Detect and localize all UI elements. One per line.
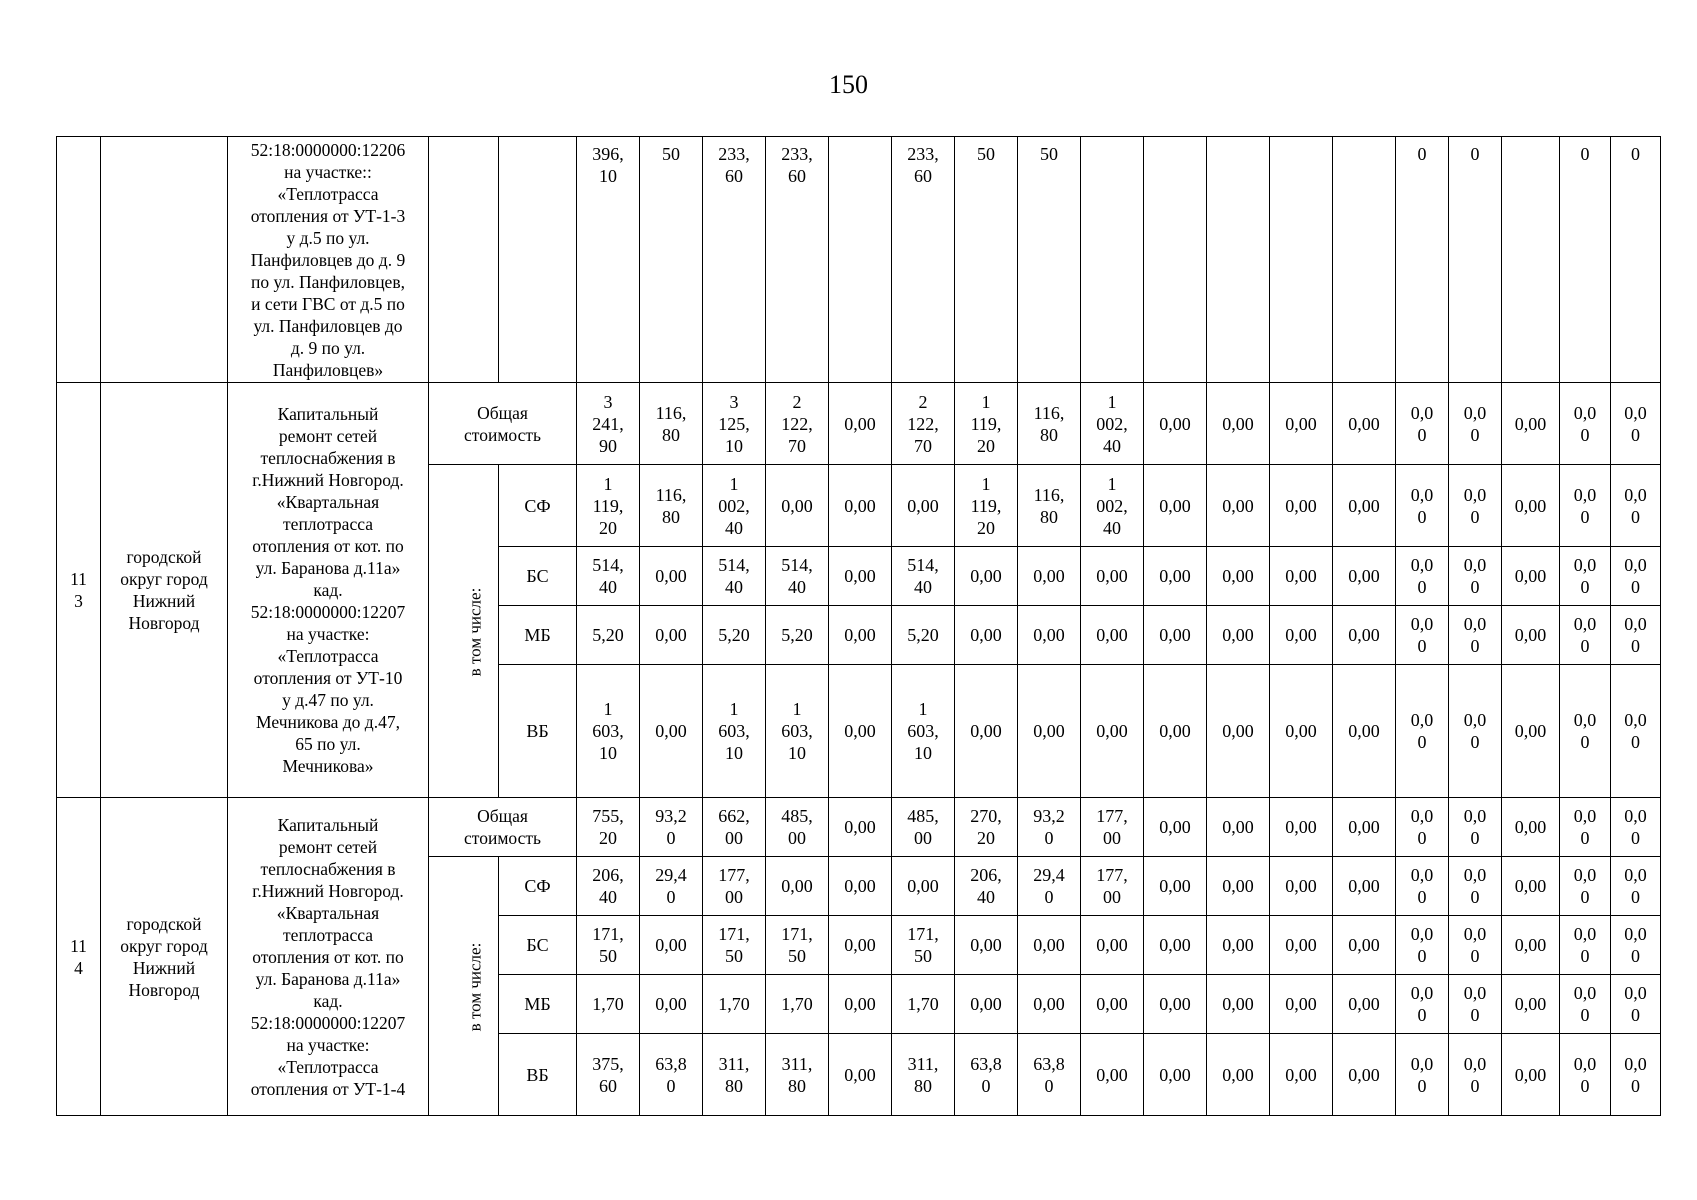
value-cell: 0,00: [640, 547, 703, 606]
value-cell: 0,00: [1207, 798, 1270, 857]
value-cell: 171, 50: [703, 916, 766, 975]
value-cell: 0,00: [640, 916, 703, 975]
value-cell: 311, 80: [766, 1034, 829, 1116]
value-cell: 0,00: [1018, 975, 1081, 1034]
value-cell: 0,00: [1018, 916, 1081, 975]
value-cell: [1144, 137, 1207, 383]
value-cell: 5,20: [577, 606, 640, 665]
value-cell: 116, 80: [1018, 383, 1081, 465]
value-cell: 177, 00: [703, 857, 766, 916]
funding-source-label: СФ: [499, 465, 577, 547]
value-cell: 662, 00: [703, 798, 766, 857]
total-cost-label: Общая стоимость: [429, 798, 577, 857]
value-cell: 0,00: [1270, 606, 1333, 665]
value-cell: 0,00: [955, 547, 1018, 606]
value-cell: 0,00: [640, 975, 703, 1034]
value-cell: 0,0 0: [1449, 916, 1502, 975]
budget-table: [56, 136, 1661, 1116]
value-cell: 0,00: [955, 665, 1018, 798]
municipality-cell: городской округ город Нижний Новгород: [101, 383, 228, 798]
value-cell: 206, 40: [955, 857, 1018, 916]
value-cell: 0,00: [1270, 916, 1333, 975]
value-cell: 0,0 0: [1611, 606, 1661, 665]
value-cell: 1 603, 10: [892, 665, 955, 798]
value-cell: 0,00: [829, 606, 892, 665]
value-cell: 0,0 0: [1611, 465, 1661, 547]
value-cell: 0,00: [1207, 383, 1270, 465]
value-cell: 0,00: [1502, 606, 1560, 665]
value-cell: 0,00: [1144, 547, 1207, 606]
row-number-cell: 11 3: [57, 383, 101, 798]
value-cell: 93,2 0: [1018, 798, 1081, 857]
value-cell: 0,00: [1144, 798, 1207, 857]
value-cell: 233, 60: [766, 137, 829, 383]
value-cell: 0,0 0: [1396, 665, 1449, 798]
value-cell: 0,0 0: [1396, 798, 1449, 857]
value-cell: 2 122, 70: [766, 383, 829, 465]
value-cell: 0,00: [829, 916, 892, 975]
value-cell: 0,00: [1333, 383, 1396, 465]
value-cell: 0,0 0: [1449, 465, 1502, 547]
value-cell: [1502, 137, 1560, 383]
value-cell: 0,00: [1081, 916, 1144, 975]
value-cell: 0,00: [1502, 547, 1560, 606]
value-cell: 0,00: [766, 465, 829, 547]
value-cell: 3 125, 10: [703, 383, 766, 465]
value-cell: 0,0 0: [1560, 798, 1611, 857]
value-cell: 206, 40: [577, 857, 640, 916]
funding-source-label: МБ: [499, 606, 577, 665]
value-cell: 485, 00: [766, 798, 829, 857]
value-cell: 63,8 0: [640, 1034, 703, 1116]
value-cell: 0,00: [1333, 916, 1396, 975]
value-cell: 0,00: [1333, 1034, 1396, 1116]
value-cell: 0,0 0: [1611, 798, 1661, 857]
value-cell: 311, 80: [892, 1034, 955, 1116]
value-cell: 1,70: [892, 975, 955, 1034]
value-cell: 0,00: [1207, 606, 1270, 665]
value-cell: 0,00: [1270, 975, 1333, 1034]
value-cell: 171, 50: [577, 916, 640, 975]
value-cell: 0,0 0: [1449, 665, 1502, 798]
value-cell: 0,0 0: [1396, 857, 1449, 916]
value-cell: 171, 50: [766, 916, 829, 975]
table-row: [57, 137, 1661, 383]
value-cell: 29,4 0: [1018, 857, 1081, 916]
value-cell: 0,0 0: [1560, 1034, 1611, 1116]
value-cell: 1,70: [577, 975, 640, 1034]
value-cell: 0,0 0: [1560, 665, 1611, 798]
value-cell: 63,8 0: [1018, 1034, 1081, 1116]
value-cell: 0,0 0: [1396, 606, 1449, 665]
value-cell: 0,00: [1144, 916, 1207, 975]
value-cell: [1270, 137, 1333, 383]
value-cell: 93,2 0: [640, 798, 703, 857]
value-cell: 0,0 0: [1396, 975, 1449, 1034]
value-cell: [829, 137, 892, 383]
value-cell: 0,00: [829, 857, 892, 916]
value-cell: 1 002, 40: [703, 465, 766, 547]
value-cell: 1 002, 40: [1081, 465, 1144, 547]
value-cell: 0,00: [1144, 606, 1207, 665]
value-cell: 0,00: [640, 665, 703, 798]
value-cell: 0,00: [892, 465, 955, 547]
value-cell: 233, 60: [703, 137, 766, 383]
value-cell: 0,0 0: [1449, 975, 1502, 1034]
value-cell: 0,00: [1270, 1034, 1333, 1116]
value-cell: 0,0 0: [1449, 798, 1502, 857]
including-label: в том числе:: [465, 587, 485, 676]
value-cell: 0,00: [1333, 606, 1396, 665]
including-label: в том числе:: [465, 942, 485, 1031]
funding-source-label: ВБ: [499, 1034, 577, 1116]
value-cell: 116, 80: [640, 383, 703, 465]
table-row-total: [57, 798, 1661, 857]
value-cell: 270, 20: [955, 798, 1018, 857]
value-cell: 1 119, 20: [955, 383, 1018, 465]
value-cell: 396, 10: [577, 137, 640, 383]
value-cell: [1333, 137, 1396, 383]
description-cell: 52:18:0000000:12206 на участке:: «Теплотрасса отопления от УТ-1-3 у д.5 по ул. Панфиловцев до д. 9 по ул. Панфиловцев, и сети ГВС от д.5 по ул. Панфиловцев до д. 9 по ул. Панфиловцев»: [228, 137, 429, 383]
value-cell: 0,00: [1270, 465, 1333, 547]
value-cell: 29,4 0: [640, 857, 703, 916]
including-label-cell: [429, 465, 499, 798]
value-cell: 0,00: [1144, 665, 1207, 798]
value-cell: 116, 80: [1018, 465, 1081, 547]
value-cell: 0,00: [1081, 547, 1144, 606]
value-cell: 0,00: [1018, 547, 1081, 606]
value-cell: 0,00: [1144, 1034, 1207, 1116]
value-cell: 0: [1560, 137, 1611, 383]
value-cell: 0,00: [1502, 916, 1560, 975]
value-cell: 0,0 0: [1611, 916, 1661, 975]
value-cell: 0,0 0: [1560, 547, 1611, 606]
value-cell: 5,20: [703, 606, 766, 665]
value-cell: [1207, 137, 1270, 383]
value-cell: 63,8 0: [955, 1034, 1018, 1116]
value-cell: 0,00: [1502, 1034, 1560, 1116]
value-cell: 0,0 0: [1560, 857, 1611, 916]
value-cell: 485, 00: [892, 798, 955, 857]
value-cell: 177, 00: [1081, 857, 1144, 916]
value-cell: 0,0 0: [1396, 1034, 1449, 1116]
municipality-cell: городской округ город Нижний Новгород: [101, 798, 228, 1116]
value-cell: 0,0 0: [1560, 606, 1611, 665]
value-cell: 1,70: [703, 975, 766, 1034]
value-cell: 0,00: [1207, 1034, 1270, 1116]
value-cell: 1 119, 20: [955, 465, 1018, 547]
value-cell: [1081, 137, 1144, 383]
funding-source-label: ВБ: [499, 665, 577, 798]
value-cell: 0,00: [955, 975, 1018, 1034]
value-cell: 514, 40: [766, 547, 829, 606]
value-cell: 0,0 0: [1396, 465, 1449, 547]
value-cell: 0,00: [955, 916, 1018, 975]
funding-source-label: БС: [499, 547, 577, 606]
value-cell: 2 122, 70: [892, 383, 955, 465]
value-cell: 1 603, 10: [703, 665, 766, 798]
value-cell: 0,00: [1270, 383, 1333, 465]
funding-source-label: МБ: [499, 975, 577, 1034]
value-cell: 0,00: [1502, 798, 1560, 857]
value-cell: 0,0 0: [1611, 975, 1661, 1034]
value-cell: 0,00: [1207, 975, 1270, 1034]
value-cell: 0,0 0: [1396, 383, 1449, 465]
value-cell: 0,00: [1144, 857, 1207, 916]
value-cell: 0,00: [1018, 606, 1081, 665]
value-cell: 1 119, 20: [577, 465, 640, 547]
value-cell: 5,20: [892, 606, 955, 665]
page-number: 150: [829, 70, 868, 99]
value-cell: 0,00: [1144, 383, 1207, 465]
value-cell: 50: [640, 137, 703, 383]
value-cell: 514, 40: [892, 547, 955, 606]
row-number-cell: 11 4: [57, 798, 101, 1116]
value-cell: 50: [1018, 137, 1081, 383]
value-cell: 0,00: [1144, 465, 1207, 547]
value-cell: 1 002, 40: [1081, 383, 1144, 465]
value-cell: 0,00: [955, 606, 1018, 665]
row-number-cell: [57, 137, 101, 383]
value-cell: 1 603, 10: [577, 665, 640, 798]
value-cell: 0,0 0: [1560, 465, 1611, 547]
value-cell: 3 241, 90: [577, 383, 640, 465]
value-cell: 0,00: [829, 665, 892, 798]
value-cell: 233, 60: [892, 137, 955, 383]
value-cell: 0,0 0: [1449, 383, 1502, 465]
value-cell: 0,00: [829, 1034, 892, 1116]
value-cell: 0,00: [1207, 857, 1270, 916]
value-cell: 0,00: [1333, 547, 1396, 606]
value-cell: 0,00: [1333, 465, 1396, 547]
value-cell: 0,00: [1502, 665, 1560, 798]
value-cell: 0,00: [1502, 975, 1560, 1034]
value-cell: 0,00: [1333, 975, 1396, 1034]
value-cell: 0,00: [1081, 975, 1144, 1034]
value-cell: 0,00: [829, 975, 892, 1034]
value-cell: 0,00: [1333, 665, 1396, 798]
value-cell: 0,0 0: [1560, 383, 1611, 465]
value-cell: 0,00: [1081, 665, 1144, 798]
value-cell: 0,00: [640, 606, 703, 665]
value-cell: 755, 20: [577, 798, 640, 857]
value-cell: 0,00: [1207, 547, 1270, 606]
funding-source-label: СФ: [499, 857, 577, 916]
value-cell: 0,0 0: [1560, 916, 1611, 975]
value-cell: 311, 80: [703, 1034, 766, 1116]
description-cell: Капитальный ремонт сетей теплоснабжения в г.Нижний Новгород. «Квартальная теплотрасса отопления от кот. по ул. Баранова д.11а» кад. 52:18:0000000:12207 на участке: «Теплотрасса отопления от УТ-1-4: [228, 798, 429, 1116]
value-cell: 0,00: [829, 383, 892, 465]
value-cell: 0,0 0: [1449, 857, 1502, 916]
value-cell: 0,00: [1270, 547, 1333, 606]
value-cell: 0,00: [829, 547, 892, 606]
value-cell: 0,0 0: [1449, 606, 1502, 665]
value-cell: 0,0 0: [1396, 547, 1449, 606]
value-cell: 514, 40: [577, 547, 640, 606]
including-label-cell: [429, 857, 499, 1116]
value-cell: 0,00: [1502, 383, 1560, 465]
source-label-cell: [499, 137, 577, 383]
value-cell: 0,0 0: [1611, 665, 1661, 798]
value-cell: 0,00: [1270, 798, 1333, 857]
value-cell: 0,00: [1270, 857, 1333, 916]
value-cell: 0,0 0: [1449, 547, 1502, 606]
value-cell: 0,00: [1207, 665, 1270, 798]
value-cell: 0,00: [1081, 606, 1144, 665]
value-cell: 0,00: [829, 465, 892, 547]
value-cell: 0,00: [1018, 665, 1081, 798]
funding-label-cell: [429, 137, 499, 383]
value-cell: 1,70: [766, 975, 829, 1034]
value-cell: 0,00: [1144, 975, 1207, 1034]
value-cell: 177, 00: [1081, 798, 1144, 857]
municipality-cell: [101, 137, 228, 383]
value-cell: 0,0 0: [1611, 857, 1661, 916]
value-cell: 0,00: [1502, 465, 1560, 547]
value-cell: 171, 50: [892, 916, 955, 975]
value-cell: 0: [1396, 137, 1449, 383]
value-cell: 0,00: [1502, 857, 1560, 916]
value-cell: 1 603, 10: [766, 665, 829, 798]
value-cell: 0,00: [1081, 1034, 1144, 1116]
value-cell: 116, 80: [640, 465, 703, 547]
value-cell: 0,00: [1207, 465, 1270, 547]
value-cell: 0,0 0: [1449, 1034, 1502, 1116]
table-row-total: [57, 383, 1661, 465]
value-cell: 375, 60: [577, 1034, 640, 1116]
value-cell: 0,0 0: [1560, 975, 1611, 1034]
value-cell: 0,0 0: [1611, 383, 1661, 465]
value-cell: 0,00: [829, 798, 892, 857]
value-cell: 0,00: [766, 857, 829, 916]
value-cell: 0,00: [1270, 665, 1333, 798]
value-cell: 0,00: [1333, 798, 1396, 857]
value-cell: 50: [955, 137, 1018, 383]
value-cell: 5,20: [766, 606, 829, 665]
value-cell: 0,0 0: [1396, 916, 1449, 975]
value-cell: 0: [1611, 137, 1661, 383]
description-cell: Капитальный ремонт сетей теплоснабжения в г.Нижний Новгород. «Квартальная теплотрасса отопления от кот. по ул. Баранова д.11а» кад. 52:18:0000000:12207 на участке: «Теплотрасса отопления от УТ-10 у д.47 по ул. Мечникова до д.47, 65 по ул. Мечникова»: [228, 383, 429, 798]
total-cost-label: Общая стоимость: [429, 383, 577, 465]
value-cell: 0,00: [892, 857, 955, 916]
funding-source-label: БС: [499, 916, 577, 975]
value-cell: 0,00: [1207, 916, 1270, 975]
value-cell: 0,0 0: [1611, 1034, 1661, 1116]
value-cell: 0,0 0: [1611, 547, 1661, 606]
value-cell: 514, 40: [703, 547, 766, 606]
value-cell: 0: [1449, 137, 1502, 383]
value-cell: 0,00: [1333, 857, 1396, 916]
